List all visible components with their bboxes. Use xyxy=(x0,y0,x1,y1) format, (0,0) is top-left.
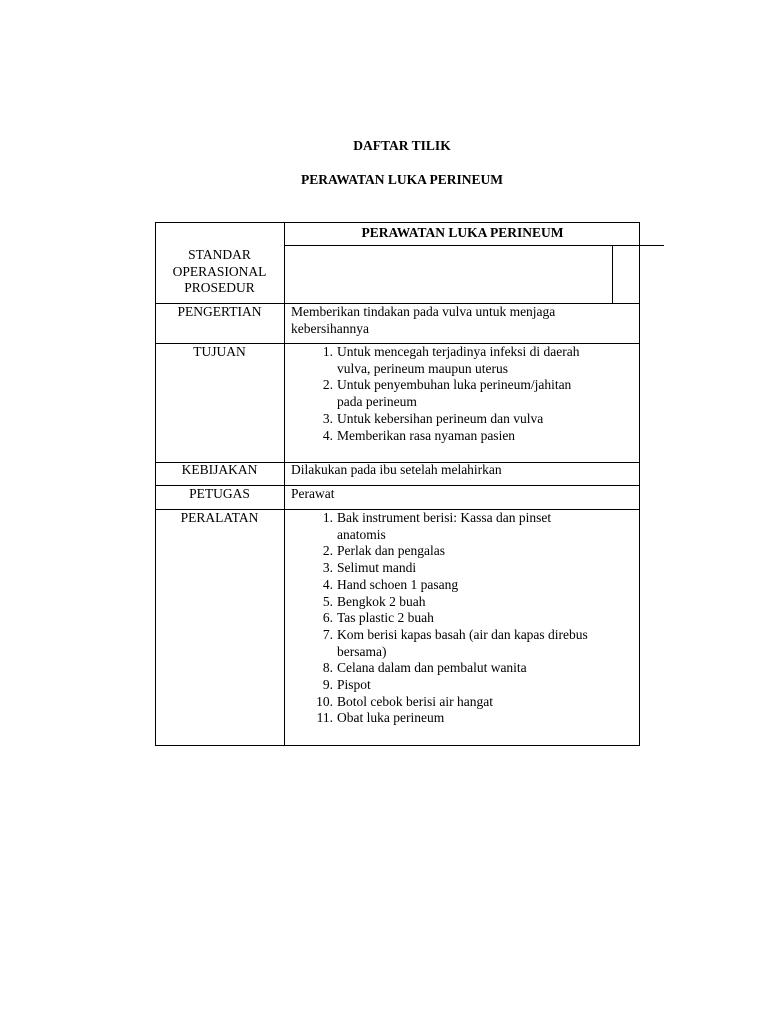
petugas-label: PETUGAS xyxy=(189,486,250,501)
sop-label-line: STANDAR xyxy=(188,247,251,262)
table-column-divider xyxy=(284,222,285,746)
table-inner-divider xyxy=(612,245,613,303)
kebijakan-text: Dilakukan pada ibu setelah melahirkan xyxy=(291,462,502,477)
list-item: 10. Botol cebok berisi air hangat xyxy=(316,693,493,709)
pengertian-label: PENGERTIAN xyxy=(177,304,262,319)
list-item: 3. Selimut mandi xyxy=(322,560,417,576)
list-item: 9. Pispot xyxy=(322,677,371,693)
list-item: 1. Bak instrument berisi: Kassa dan pinset anatomis xyxy=(322,510,552,542)
list-item: 3. Untuk kebersihan perineum dan vulva xyxy=(322,410,544,426)
peralatan-list xyxy=(289,510,588,727)
list-item: 8. Celana dalam dan pembalut wanita xyxy=(322,660,527,676)
pengertian-text xyxy=(291,304,555,337)
tujuan-label: TUJUAN xyxy=(193,344,246,359)
list-item: 1. Untuk mencegah terjadinya infeksi di daerah vulva, perineum maupun uterus xyxy=(322,344,580,376)
sop-label xyxy=(155,247,284,297)
list-item: 7. Kom berisi kapas basah (air dan kapas direbus bersama) xyxy=(322,626,588,659)
list-item: 2. Perlak dan pengalas xyxy=(322,543,445,559)
list-item: 4. Hand schoen 1 pasang xyxy=(322,576,459,592)
sop-label-line: PROSEDUR xyxy=(184,280,255,296)
list-item: 5. Bengkok 2 buah xyxy=(322,593,426,609)
tujuan-list xyxy=(289,344,580,444)
list-item: 4. Memberikan rasa nyaman pasien xyxy=(322,427,516,443)
document-subtitle: PERAWATAN LUKA PERINEUM xyxy=(300,172,503,187)
list-item: 6. Tas plastic 2 buah xyxy=(322,610,434,626)
table-header: PERAWATAN LUKA PERINEUM xyxy=(361,225,564,240)
sop-label-line: OPERASIONAL xyxy=(172,263,267,279)
petugas-text: Perawat xyxy=(291,486,335,501)
pengertian-text-line: Memberikan tindakan pada vulva untuk menjaga xyxy=(291,304,556,319)
document-title: DAFTAR TILIK xyxy=(353,138,451,153)
kebijakan-label: KEBIJAKAN xyxy=(181,462,258,477)
peralatan-label: PERALATAN xyxy=(180,510,259,525)
table-header-divider xyxy=(284,245,664,246)
list-item: 11. Obat luka perineum xyxy=(316,710,445,726)
pengertian-text-line: kebersihannya xyxy=(291,320,369,336)
list-item: 2. Untuk penyembuhan luka perineum/jahitan pada perineum xyxy=(322,377,572,410)
